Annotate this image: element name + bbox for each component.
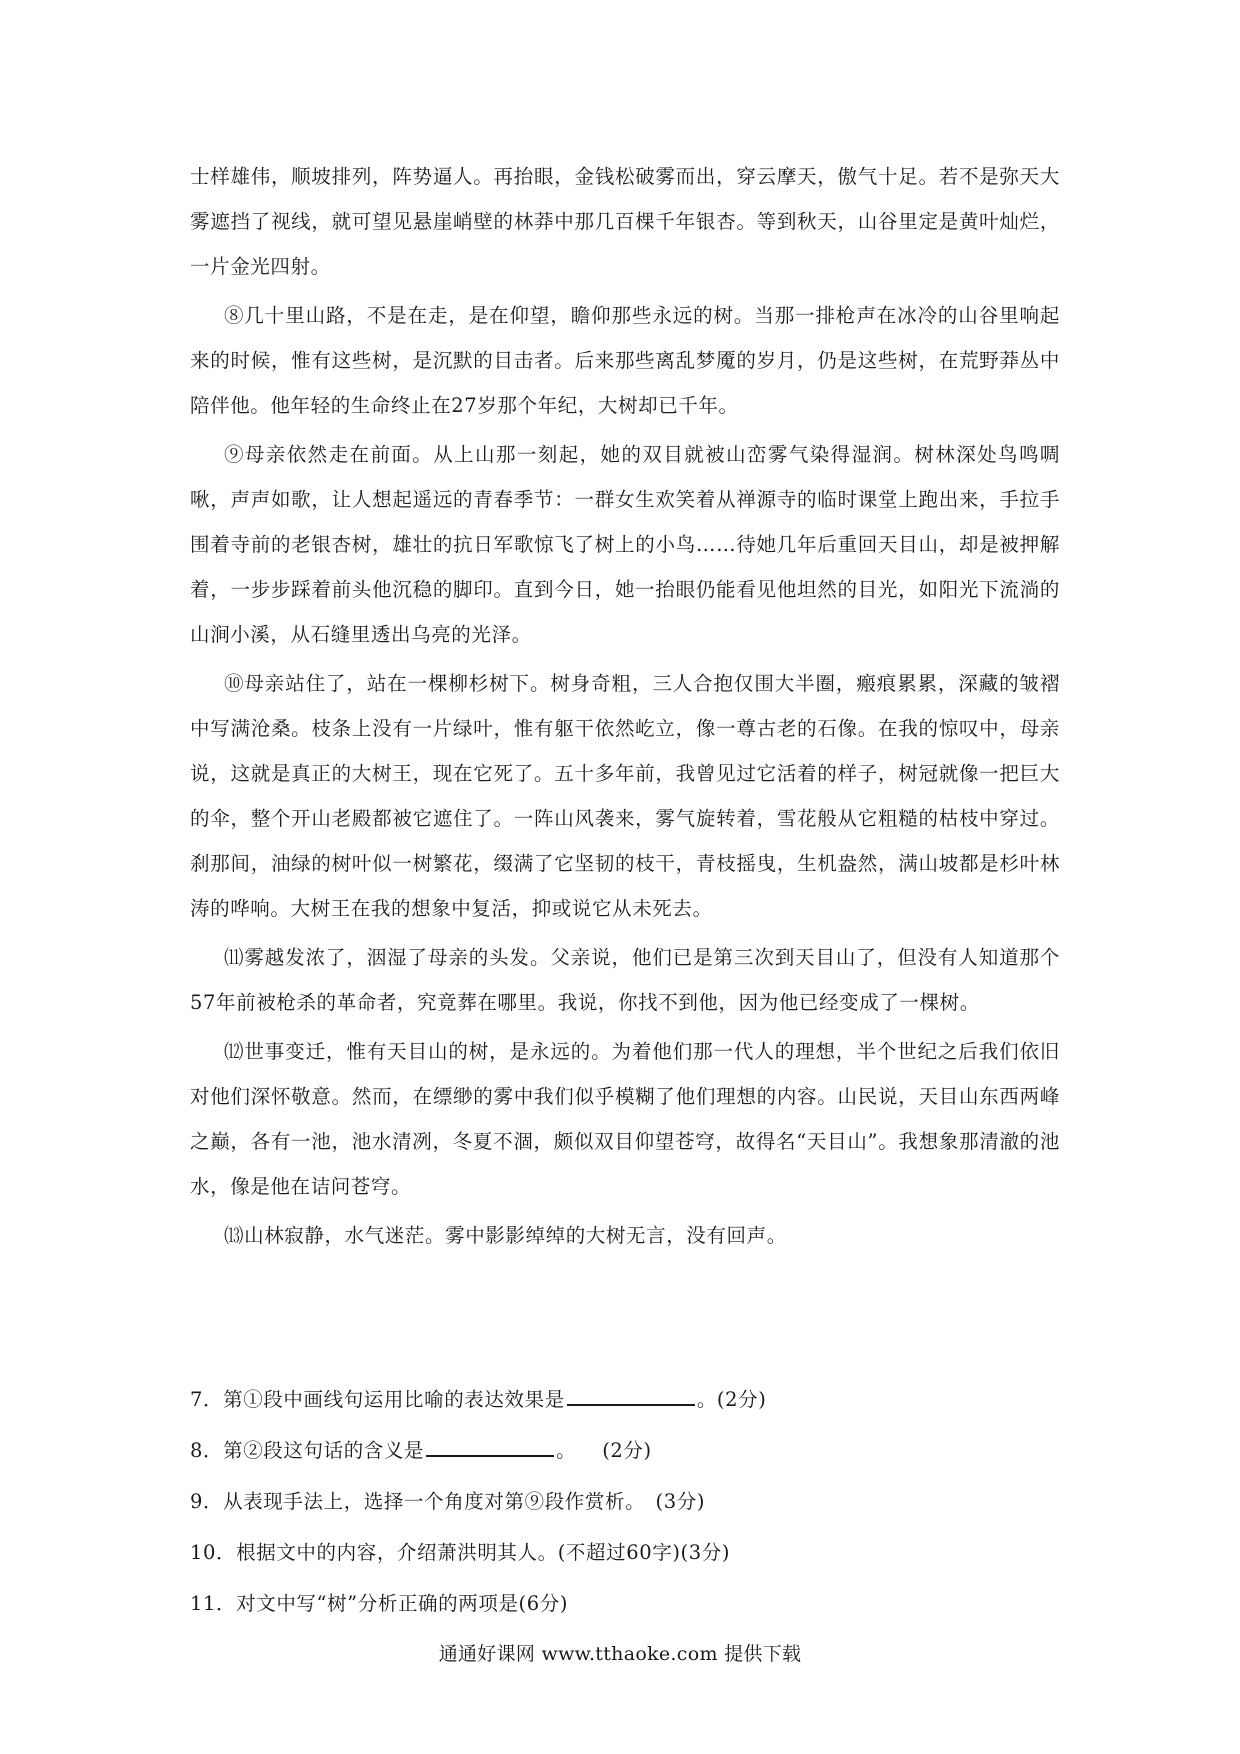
paragraph-13: ⒀山林寂静，水气迷茫。雾中影影绰绰的大树无言，没有回声。 <box>224 1224 787 1247</box>
answer-blank-8 <box>426 1435 554 1457</box>
paragraph-10: ⑩母亲站住了，站在一棵柳杉树下。树身奇粗，三人合抱仅围大半圈，瘢痕累累，深藏的皱褶中写满沧桑。枝条上没有一片绿叶，惟有躯干依然屹立，像一尊古老的石像。在我的惊叹中，母亲说，这就是真正的大树王，现在它死了。五十多年前，我曾见过它活着的样子，树冠就像一把巨大的伞，整个开山老殿都被它遮住了。一阵山风袭来，雾气旋转着，雪花般从它粗糙的枯枝中穿过。刹那间，油绿的树叶似一树繁花，缀满了它坚韧的枝干，青枝摇曳，生机盎然，满山坡都是杉叶林涛的哗响。大树王在我的想象中复活，抑或说它从未死去。 <box>190 672 1060 920</box>
question-10: 10．根据文中的内容，介绍萧洪明其人。(不超过60字)(3分) <box>190 1541 731 1564</box>
question-8 <box>190 1425 1060 1476</box>
question-8-period: 。 <box>556 1439 577 1462</box>
question-9: 9．从表现手法上，选择一个角度对第⑨段作赏析。 (3分) <box>190 1490 706 1513</box>
question-11: 11．对文中写“树”分析正确的两项是(6分) <box>190 1592 569 1615</box>
paragraph-8: ⑧几十里山路，不是在走，是在仰望，瞻仰那些永远的树。当那一排枪声在冰冷的山谷里响起来的时候，惟有这些树，是沉默的目击者。后来那些离乱梦魇的岁月，仍是这些树，在荒野莽丛中陪伴他。他年轻的生命终止在27岁那个年纪，大树却已千年。 <box>190 304 1060 417</box>
question-7-text: 7．第①段中画线句运用比喻的表达效果是 <box>190 1388 565 1411</box>
question-7-score: 。(2分) <box>696 1388 767 1411</box>
page-footer: 通通好课网 www.tthaoke.com 提供下载 <box>438 1643 802 1665</box>
paragraph-9: ⑨母亲依然走在前面。从上山那一刻起，她的双目就被山峦雾气染得湿润。树林深处鸟鸣啁啾，声声如歌，让人想起遥远的青春季节：一群女生欢笑着从禅源寺的临时课堂上跑出来，手拉手围着寺前的老银杏树，雄壮的抗日军歌惊飞了树上的小鸟……待她几年后重回天目山，却是被押解着，一步步踩着前头他沉稳的脚印。直到今日，她一抬眼仍能看见他坦然的目光，如阳光下流淌的山涧小溪，从石缝里透出乌亮的光泽。 <box>190 443 1060 646</box>
paragraph-continued: 士样雄伟，顺坡排列，阵势逼人。再抬眼，金钱松破雾而出，穿云摩天，傲气十足。若不是弥天大雾遮挡了视线，就可望见悬崖峭壁的林莽中那几百棵千年银杏。等到秋天，山谷里定是黄叶灿烂，一片金光四射。 <box>190 165 1060 278</box>
question-7 <box>190 1374 1060 1425</box>
question-8-text: 8．第②段这句话的含义是 <box>190 1439 425 1462</box>
paragraph-12: ⑿世事变迁，惟有天目山的树，是永远的。为着他们那一代人的理想，半个世纪之后我们依旧对他们深怀敬意。然而，在缥缈的雾中我们似乎模糊了他们理想的内容。山民说，天目山东西两峰之巅，各有一池，池水清冽，冬夏不涸，颇似双目仰望苍穹，故得名“天目山”。我想象那清澈的池水，像是他在诘问苍穹。 <box>190 1040 1060 1198</box>
question-list <box>190 1374 1060 1629</box>
paragraph-11: ⑾雾越发浓了，洇湿了母亲的头发。父亲说，他们已是第三次到天目山了，但没有人知道那个57年前被枪杀的革命者，究竟葬在哪里。我说，你找不到他，因为他已经变成了一棵树。 <box>190 946 1060 1014</box>
question-8-score: (2分) <box>602 1439 652 1462</box>
article-body <box>190 154 1060 1258</box>
answer-blank-7 <box>567 1384 695 1406</box>
